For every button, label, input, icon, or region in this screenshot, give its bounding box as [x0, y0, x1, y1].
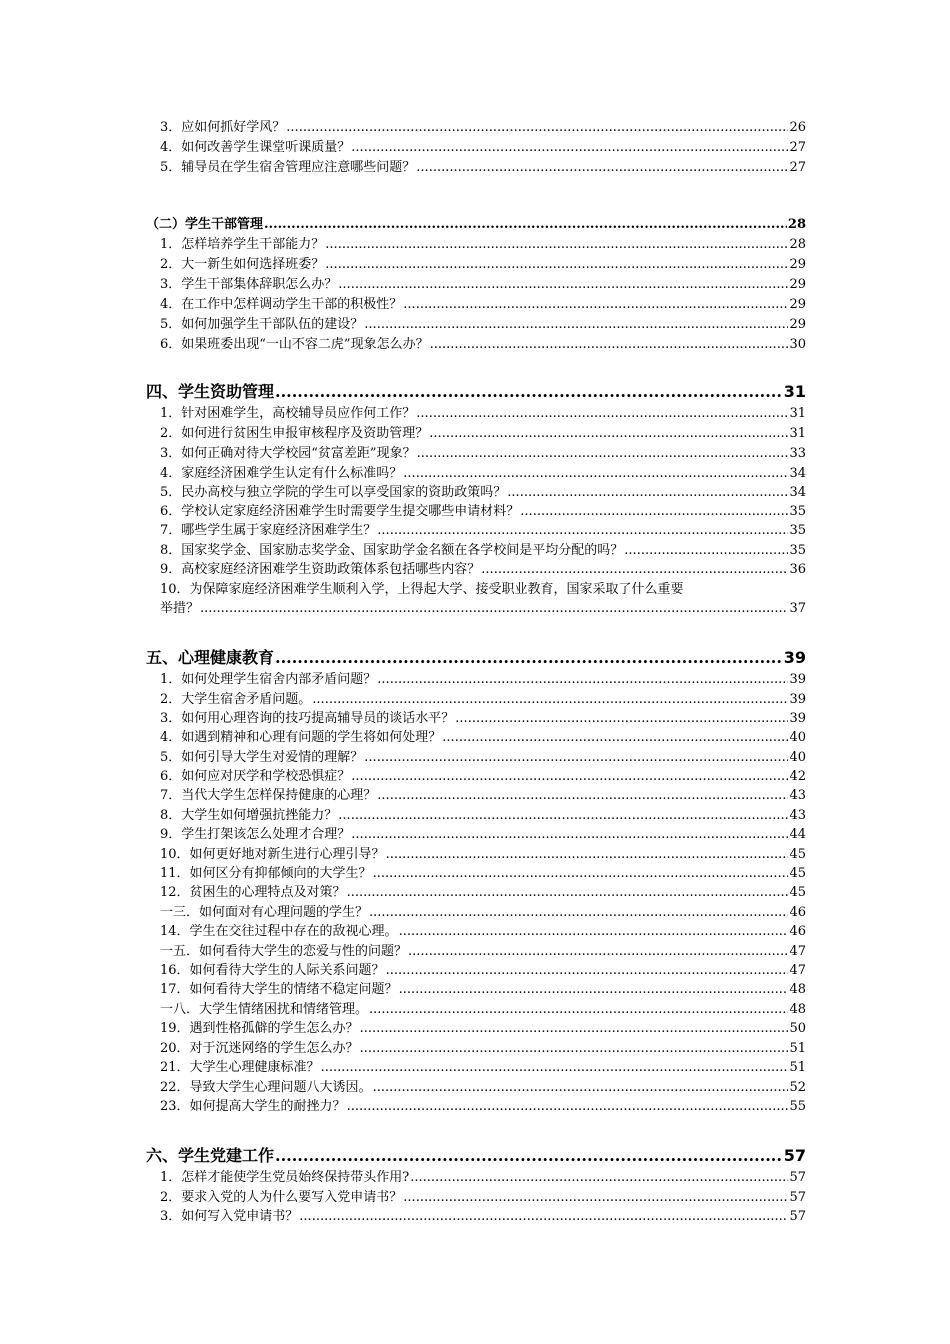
toc-entry[interactable]: [0, 784, 950, 804]
toc-entry[interactable]: [0, 597, 950, 617]
toc-entry[interactable]: [0, 746, 950, 766]
toc-entry[interactable]: [0, 901, 950, 921]
entry-title: 如遇到精神和心理有问题的学生将如何处理？: [181, 730, 442, 745]
toc-entry[interactable]: [0, 1186, 950, 1206]
toc-entry[interactable]: [0, 998, 950, 1018]
entry-title: 学生在交往过程中存在的敌视心理。: [189, 924, 398, 939]
entry-title: 学生打架该怎么处理才合理？: [181, 827, 351, 842]
entry-number: 6．: [160, 337, 182, 352]
entry-number: 2．: [160, 692, 182, 707]
entry-number: 3．: [160, 1209, 182, 1224]
section-page: 31: [783, 382, 806, 401]
dot-leader: [481, 562, 788, 577]
entry-page: 42: [789, 769, 806, 784]
dot-leader: [377, 788, 788, 803]
toc-entry[interactable]: [0, 462, 950, 482]
dot-leader: [403, 1190, 788, 1205]
toc-entry[interactable]: [0, 978, 950, 998]
toc-entry[interactable]: [0, 843, 950, 863]
entry-page: 43: [789, 788, 806, 803]
entry-number: 5．: [160, 485, 182, 500]
subsection-title: （二）学生干部管理: [146, 217, 264, 232]
entry-number: 16．: [160, 963, 190, 978]
dot-leader: [338, 277, 788, 292]
dot-leader: [386, 847, 789, 862]
entry-title: 贫困生的心理特点及对策？: [189, 885, 346, 900]
toc-entry[interactable]: [0, 481, 950, 501]
entry-number: 一五．: [160, 944, 200, 959]
entry-title: 民办高校与独立学院的学生可以享受国家的资助政策吗？: [181, 485, 507, 500]
entry-title: 在工作中怎样调动学生干部的积极性？: [181, 297, 403, 312]
entry-page: 47: [789, 963, 806, 978]
entry-number: 4．: [160, 466, 182, 481]
dot-leader: [429, 426, 788, 441]
entry-page: 31: [789, 426, 806, 441]
toc-entry[interactable]: [0, 668, 950, 688]
entry-number: 9．: [160, 827, 182, 842]
entry-page: 40: [789, 730, 806, 745]
toc-subsection[interactable]: [0, 213, 950, 233]
entry-page: 51: [789, 1041, 806, 1056]
toc-entry[interactable]: [0, 333, 950, 353]
toc-entry[interactable]: [0, 402, 950, 422]
entry-page: 57: [789, 1170, 806, 1185]
dot-leader: [299, 1209, 788, 1224]
dot-leader: [377, 672, 788, 687]
entry-number: 7．: [160, 523, 182, 538]
entry-page: 55: [789, 1099, 806, 1114]
dot-leader: [351, 140, 788, 155]
entry-number: 2．: [160, 426, 182, 441]
entry-number: 3．: [160, 446, 182, 461]
toc-entry[interactable]: [0, 116, 950, 136]
toc-entry[interactable]: [0, 940, 950, 960]
entry-number: 8．: [160, 543, 182, 558]
toc-entry[interactable]: [0, 881, 950, 901]
entry-title-continued: 举措？: [160, 601, 200, 616]
dot-leader: [386, 963, 789, 978]
entry-page: 29: [789, 277, 806, 292]
entry-title: 如何看待大学生的恋爱与性的问题？: [199, 944, 408, 959]
dot-leader: [408, 944, 788, 959]
entry-page: 29: [789, 317, 806, 332]
entry-title: 如何引导大学生对爱情的理解？: [181, 750, 364, 765]
dot-leader: [364, 750, 788, 765]
entry-title: 如何加强学生干部队伍的建设？: [181, 317, 364, 332]
toc-section-heading[interactable]: [0, 379, 950, 399]
entry-page: 35: [789, 543, 806, 558]
toc-entry[interactable]: [0, 765, 950, 785]
dot-leader: [369, 905, 788, 920]
toc-entry[interactable]: [0, 500, 950, 520]
entry-title: 导致大学生心理问题八大诱因。: [189, 1080, 372, 1095]
toc-entry[interactable]: [0, 253, 950, 273]
entry-number: 22．: [160, 1080, 190, 1095]
dot-leader: [275, 648, 783, 667]
dot-leader: [347, 885, 789, 900]
dot-leader: [455, 711, 788, 726]
entry-number: 9．: [160, 562, 182, 577]
entry-number: 23．: [160, 1099, 190, 1114]
toc-entry[interactable]: [0, 823, 950, 843]
entry-title: 应如何抓好学风？: [181, 120, 286, 135]
entry-title: 辅导员在学生宿舍管理应注意哪些问题？: [181, 160, 416, 175]
toc-entry[interactable]: [0, 422, 950, 442]
entry-page: 27: [789, 140, 806, 155]
entry-title: 如何用心理咨询的技巧提高辅导员的谈话水平？: [181, 711, 455, 726]
entry-page: 39: [789, 711, 806, 726]
entry-page: 45: [789, 885, 806, 900]
entry-page: 51: [789, 1060, 806, 1075]
entry-page: 27: [789, 160, 806, 175]
entry-page: 40: [789, 750, 806, 765]
toc-entry[interactable]: [0, 1017, 950, 1037]
dot-leader: [321, 1060, 789, 1075]
dot-leader: [442, 730, 788, 745]
dot-leader: [417, 446, 789, 461]
entry-number: 3．: [160, 120, 182, 135]
entry-title: 当代大学生怎样保持健康的心理？: [181, 788, 377, 803]
entry-number: 11．: [160, 866, 190, 881]
entry-title: 如何改善学生课堂听课质量？: [181, 140, 351, 155]
entry-number: 19．: [160, 1021, 190, 1036]
dot-leader: [286, 120, 788, 135]
entry-page: 34: [789, 485, 806, 500]
toc-entry[interactable]: [0, 1076, 950, 1096]
entry-page: 26: [789, 120, 806, 135]
entry-page: 29: [789, 297, 806, 312]
entry-number: 4．: [160, 730, 182, 745]
toc-entry[interactable]: [0, 519, 950, 539]
toc-entry[interactable]: [0, 920, 950, 940]
entry-number: 17．: [160, 982, 190, 997]
entry-page: 44: [789, 827, 806, 842]
entry-title: 遇到性格孤僻的学生怎么办？: [189, 1021, 359, 1036]
toc-entry[interactable]: [0, 558, 950, 578]
entry-page: 47: [789, 944, 806, 959]
entry-title: 大学生宿舍矛盾问题。: [181, 692, 312, 707]
dot-leader: [416, 406, 788, 421]
entry-number: 12．: [160, 885, 190, 900]
dot-leader: [399, 924, 789, 939]
entry-number: 3．: [160, 277, 182, 292]
dot-leader: [325, 257, 788, 272]
entry-page: 52: [789, 1080, 806, 1095]
dot-leader: [364, 317, 788, 332]
entry-title: 高校家庭经济困难学生资助政策体系包括哪些内容？: [181, 562, 481, 577]
toc-entry[interactable]: [0, 293, 950, 313]
entry-page: 29: [789, 257, 806, 272]
toc-entry[interactable]: [0, 707, 950, 727]
toc-entry[interactable]: [0, 1037, 950, 1057]
entry-number: 4．: [160, 297, 182, 312]
section-page: 39: [783, 648, 806, 667]
entry-title: 如何正确对待大学校园“贫富差距”现象？: [181, 446, 416, 461]
toc-entry[interactable]: [0, 233, 950, 253]
toc-entry[interactable]: [0, 1056, 950, 1076]
toc-entry[interactable]: [0, 273, 950, 293]
dot-leader: [399, 982, 789, 997]
dot-leader: [373, 866, 789, 881]
entry-title: 如何应对厌学和学校恐惧症？: [181, 769, 351, 784]
entry-title: 针对困难学生，高校辅导员应作何工作？: [181, 406, 416, 421]
dot-leader: [430, 337, 789, 352]
dot-leader: [351, 769, 788, 784]
entry-page: 35: [789, 504, 806, 519]
entry-number: 一三．: [160, 905, 200, 920]
dot-leader: [373, 1080, 789, 1095]
entry-page: 48: [789, 982, 806, 997]
entry-number: 1．: [160, 1170, 182, 1185]
entry-number: 5．: [160, 317, 182, 332]
dot-leader: [520, 504, 788, 519]
entry-title: 学校认定家庭经济困难学生时需要学生提交哪些申请材料？: [181, 504, 520, 519]
toc-entry[interactable]: [0, 959, 950, 979]
dot-leader: [410, 1170, 788, 1185]
dot-leader: [312, 692, 788, 707]
entry-title: 哪些学生属于家庭经济困难学生？: [181, 523, 377, 538]
toc-entry[interactable]: [0, 1095, 950, 1115]
entry-title: 国家奖学金、国家励志奖学金、国家助学金名额在各学校间是平均分配的吗？: [181, 543, 624, 558]
entry-number: 10．: [160, 847, 190, 862]
entry-title: 如何看待大学生的人际关系问题？: [189, 963, 385, 978]
entry-page: 33: [789, 446, 806, 461]
dot-leader: [200, 601, 788, 616]
section-page: 57: [783, 1146, 806, 1165]
entry-title: 大一新生如何选择班委？: [181, 257, 325, 272]
entry-number: 1．: [160, 672, 182, 687]
section-title: 五、心理健康教育: [146, 648, 275, 667]
entry-number: 2．: [160, 257, 182, 272]
entry-number: 5．: [160, 750, 182, 765]
entry-page: 28: [789, 237, 806, 252]
toc-entry[interactable]: [0, 1205, 950, 1225]
entry-number: 20．: [160, 1041, 190, 1056]
entry-title: 怎样培养学生干部能力？: [181, 237, 325, 252]
toc-entry[interactable]: [0, 804, 950, 824]
entry-title: 大学生心理健康标准？: [189, 1060, 320, 1075]
toc-entry[interactable]: [0, 539, 950, 559]
toc-entry[interactable]: [0, 688, 950, 708]
dot-leader: [338, 808, 788, 823]
entry-page: 48: [789, 1002, 806, 1017]
toc-entry[interactable]: [0, 156, 950, 176]
entry-page: 57: [789, 1209, 806, 1224]
toc-entry-wrapped-line1[interactable]: 10．为保障家庭经济困难学生顺利入学，上得起大学、接受职业教育，国家采取了什么重要: [160, 582, 684, 597]
dot-leader: [347, 1099, 789, 1114]
toc-entry[interactable]: [0, 726, 950, 746]
entry-title: 家庭经济困难学生认定有什么标准吗？: [181, 466, 403, 481]
entry-page: 36: [789, 562, 806, 577]
dot-leader: [416, 160, 788, 175]
entry-number: 一八．: [160, 1002, 200, 1017]
toc-section-heading[interactable]: [0, 645, 950, 665]
dot-leader: [369, 1002, 788, 1017]
toc-entry[interactable]: [0, 313, 950, 333]
entry-page: 50: [789, 1021, 806, 1036]
entry-page: 31: [789, 406, 806, 421]
entry-number: 2．: [160, 1190, 182, 1205]
entry-title: 如何处理学生宿舍内部矛盾问题？: [181, 672, 377, 687]
entry-page: 46: [789, 924, 806, 939]
toc-section-heading[interactable]: [0, 1143, 950, 1163]
dot-leader: [275, 1146, 783, 1165]
dot-leader: [264, 217, 787, 232]
entry-number: 1．: [160, 406, 182, 421]
entry-title: 如果班委出现“一山不容二虎”现象怎么办？: [181, 337, 429, 352]
dot-leader: [403, 297, 788, 312]
entry-title: 对于沉迷网络的学生怎么办？: [189, 1041, 359, 1056]
dot-leader: [624, 543, 788, 558]
section-title: 六、学生党建工作: [146, 1146, 275, 1165]
entry-page: 43: [789, 808, 806, 823]
entry-title: 如何面对有心理问题的学生？: [199, 905, 369, 920]
entry-number: 1．: [160, 237, 182, 252]
toc-entry[interactable]: [0, 862, 950, 882]
entry-number: 8．: [160, 808, 182, 823]
entry-title: 学生干部集体辞职怎么办？: [181, 277, 338, 292]
entry-number: 6．: [160, 504, 182, 519]
entry-number: 4．: [160, 140, 182, 155]
dot-leader: [360, 1021, 789, 1036]
entry-title: 如何写入党申请书？: [181, 1209, 299, 1224]
entry-page: 35: [789, 523, 806, 538]
toc-entry[interactable]: [0, 442, 950, 462]
toc-entry[interactable]: [0, 1166, 950, 1186]
entry-title: 如何更好地对新生进行心理引导？: [189, 847, 385, 862]
entry-page: 45: [789, 866, 806, 881]
dot-leader: [377, 523, 788, 538]
entry-number: 7．: [160, 788, 182, 803]
entry-number: 5．: [160, 160, 182, 175]
entry-title: 大学生如何增强抗挫能力？: [181, 808, 338, 823]
entry-page: 45: [789, 847, 806, 862]
entry-page: 37: [789, 601, 806, 616]
entry-title: 如何区分有抑郁倾向的大学生？: [189, 866, 372, 881]
entry-page: 46: [789, 905, 806, 920]
entry-number: 21．: [160, 1060, 190, 1075]
dot-leader: [360, 1041, 789, 1056]
dot-leader: [325, 237, 788, 252]
dot-leader: [403, 466, 788, 481]
entry-page: 57: [789, 1190, 806, 1205]
entry-title: 大学生情绪困扰和情绪管理。: [199, 1002, 369, 1017]
entry-page: 39: [789, 692, 806, 707]
toc-entry[interactable]: [0, 136, 950, 156]
subsection-page: 28: [787, 217, 806, 232]
dot-leader: [351, 827, 788, 842]
dot-leader: [275, 382, 783, 401]
entry-number: 3．: [160, 711, 182, 726]
entry-title: 要求入党的人为什么要写入党申请书？: [181, 1190, 403, 1205]
entry-number: 6．: [160, 769, 182, 784]
section-title: 四、学生资助管理: [146, 382, 275, 401]
entry-number: 14．: [160, 924, 190, 939]
entry-title: 如何看待大学生的情绪不稳定问题？: [189, 982, 398, 997]
entry-title: 怎样才能使学生党员始终保持带头作用?: [181, 1170, 410, 1185]
entry-page: 34: [789, 466, 806, 481]
entry-page: 30: [789, 337, 806, 352]
entry-title: 如何进行贫困生申报审核程序及资助管理？: [181, 426, 429, 441]
entry-page: 39: [789, 672, 806, 687]
dot-leader: [507, 485, 788, 500]
entry-title: 如何提高大学生的耐挫力？: [189, 1099, 346, 1114]
